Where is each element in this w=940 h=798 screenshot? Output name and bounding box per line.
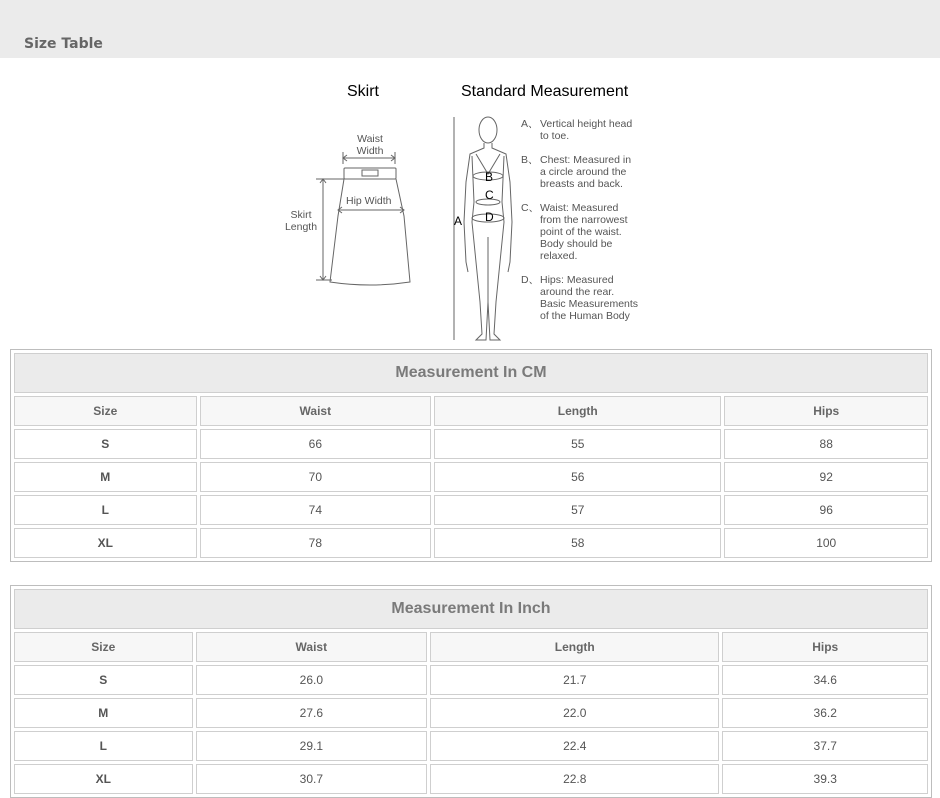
legend-line: point of the waist. — [540, 226, 622, 238]
waist-cell: 70 — [200, 462, 431, 492]
waist-cell: 66 — [200, 429, 431, 459]
skirt-diagram — [280, 76, 430, 296]
length-cell: 21.7 — [430, 665, 719, 695]
table-row — [14, 698, 928, 728]
waist-cell: 26.0 — [196, 665, 427, 695]
body-silhouette — [450, 112, 530, 347]
legend-line: Basic Measurements — [540, 298, 639, 310]
waist-cell: 74 — [200, 495, 431, 525]
hips-cell: 37.7 — [722, 731, 928, 761]
length-cell: 55 — [434, 429, 721, 459]
header-length: Length — [430, 632, 719, 662]
letter-b: B — [485, 170, 494, 184]
table-row — [14, 429, 928, 459]
waist-cell: 29.1 — [196, 731, 427, 761]
legend-line: breasts and back. — [540, 178, 623, 190]
size-cell: L — [14, 495, 197, 525]
legend-line: from the narrowest — [540, 214, 628, 226]
header-waist: Waist — [196, 632, 427, 662]
size-table-inch — [10, 585, 932, 798]
legend-key: C、 — [521, 202, 540, 214]
table-row — [14, 495, 928, 525]
waist-cell: 30.7 — [196, 764, 427, 794]
standard-measurement-title: Standard Measurement — [461, 83, 629, 100]
legend-line: Waist: Measured — [540, 202, 619, 214]
hips-cell: 96 — [724, 495, 928, 525]
letter-d: D — [485, 210, 494, 224]
legend-key: A、 — [521, 118, 539, 130]
hips-cell: 88 — [724, 429, 928, 459]
legend-line: a circle around the — [540, 166, 627, 178]
waist-cell: 27.6 — [196, 698, 427, 728]
legend-text — [540, 274, 638, 322]
length-cell: 56 — [434, 462, 721, 492]
hip-width-label: Hip Width — [346, 195, 392, 207]
page-title: Size Table — [24, 36, 103, 52]
size-cell: XL — [14, 528, 197, 558]
hips-cell: 34.6 — [722, 665, 928, 695]
header-bar — [0, 0, 940, 58]
size-cell: M — [14, 462, 197, 492]
hips-cell: 39.3 — [722, 764, 928, 794]
legend-text — [540, 154, 631, 190]
skirt-title: Skirt — [347, 83, 379, 100]
table-row — [14, 764, 928, 794]
hips-cell: 100 — [724, 528, 928, 558]
table-caption: Measurement In Inch — [14, 589, 928, 629]
length-cell: 22.0 — [430, 698, 719, 728]
legend-line: Chest: Measured in — [540, 154, 632, 166]
size-cell: S — [14, 665, 193, 695]
length-cell: 22.4 — [430, 731, 719, 761]
hips-cell: 36.2 — [722, 698, 928, 728]
waist-cell: 78 — [200, 528, 431, 558]
header-hips: Hips — [724, 396, 928, 426]
size-cell: S — [14, 429, 197, 459]
size-cell: XL — [14, 764, 193, 794]
table-row — [14, 665, 928, 695]
letter-a: A — [454, 214, 463, 228]
legend-line: around the rear. — [540, 286, 615, 298]
legend-line: Body should be — [540, 238, 613, 250]
length-cell: 22.8 — [430, 764, 719, 794]
table-row — [14, 462, 928, 492]
legend-key: B、 — [521, 154, 539, 166]
header-hips: Hips — [722, 632, 928, 662]
legend-line: relaxed. — [540, 250, 578, 262]
table-row — [14, 528, 928, 558]
legend-text — [540, 118, 632, 142]
header-size: Size — [14, 396, 197, 426]
table-caption: Measurement In CM — [14, 353, 928, 393]
skirt-length-label: Skirt Length — [284, 209, 318, 233]
legend-key: D、 — [521, 274, 540, 286]
measurement-figure — [280, 76, 660, 346]
length-cell: 58 — [434, 528, 721, 558]
length-cell: 57 — [434, 495, 721, 525]
size-table-cm — [10, 349, 932, 562]
legend-text — [540, 202, 628, 262]
header-size: Size — [14, 632, 193, 662]
size-cell: L — [14, 731, 193, 761]
legend-line: to toe. — [540, 130, 570, 142]
hips-cell: 92 — [724, 462, 928, 492]
waist-width-label: Waist Width — [356, 133, 384, 157]
size-cell: M — [14, 698, 193, 728]
legend-line: Vertical height head — [540, 118, 633, 130]
header-length: Length — [434, 396, 721, 426]
header-waist: Waist — [200, 396, 431, 426]
legend-line: of the Human Body — [540, 310, 630, 322]
table-row — [14, 731, 928, 761]
letter-c: C — [485, 188, 494, 202]
legend-line: Hips: Measured — [540, 274, 614, 286]
